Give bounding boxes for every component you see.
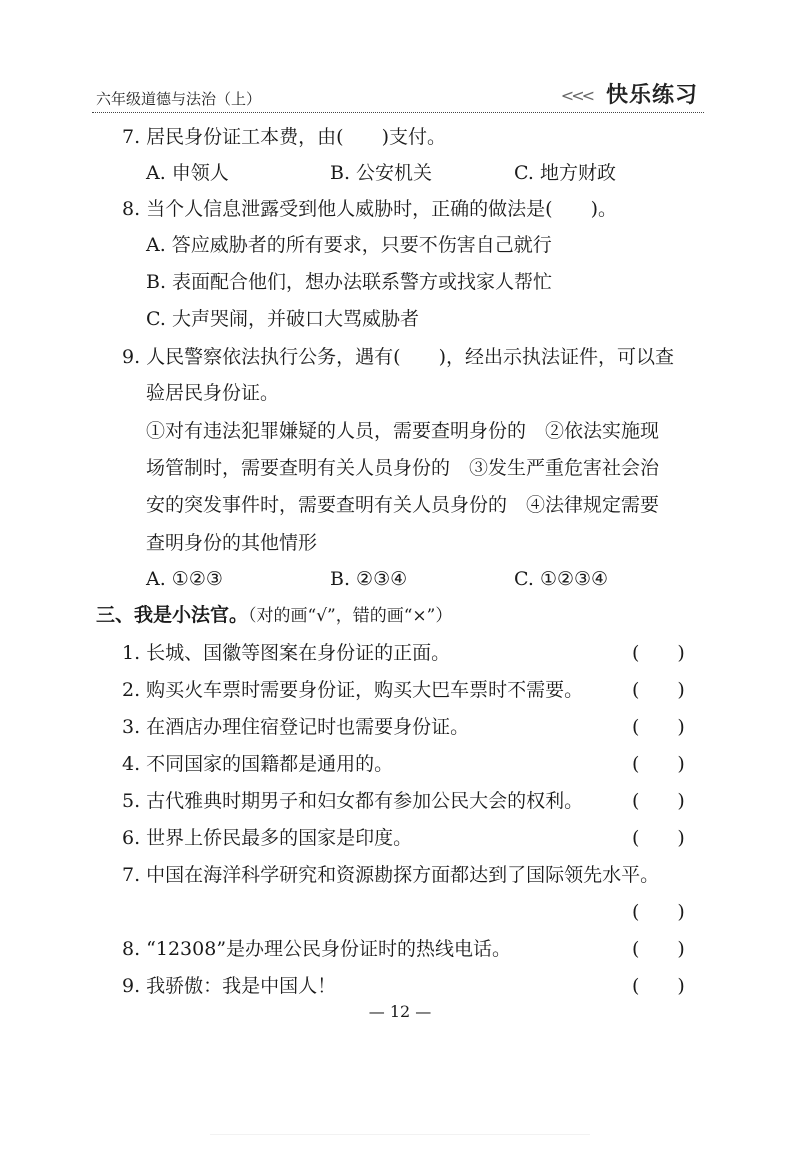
tf-item-4: 4. 不同国家的国籍都是通用的。 [122, 753, 394, 775]
q8-option-c: C. 大声哭闹，并破口大骂威胁者 [146, 308, 419, 330]
bottom-rule [210, 1134, 590, 1147]
tf-item-2: 2. 购买火车票时需要身份证，购买大巴车票时不需要。 [122, 679, 584, 701]
tf-item-6: 6. 世界上侨民最多的国家是印度。 [122, 827, 413, 849]
q8-option-b: B. 表面配合他们，想办法联系警方或找家人帮忙 [146, 271, 553, 293]
section3-instruction: （对的画“√”，错的画“×”） [248, 606, 453, 626]
tf-item-9: 9. 我骄傲：我是中国人！ [122, 975, 337, 997]
tf-answer-blank-1[interactable]: ( ) [632, 642, 685, 664]
q7-option-c: C. 地方财政 [514, 162, 616, 184]
tf-item-7: 7. 中国在海洋科学研究和资源勘探方面都达到了国际领先水平。 [122, 864, 660, 886]
tf-answer-blank-7[interactable]: ( ) [632, 901, 685, 923]
tf-answer-blank-5[interactable]: ( ) [632, 790, 685, 812]
tf-item-3: 3. 在酒店办理住宿登记时也需要身份证。 [122, 716, 470, 738]
q7-option-a: A. 申领人 [146, 162, 229, 184]
q9-item-line-3: 安的突发事件时，需要查明有关人员身份的 ④法律规定需要 [146, 494, 660, 516]
q9-item-line-4: 查明身份的其他情形 [146, 532, 318, 554]
section-label: 快乐练习 [605, 83, 698, 108]
tf-item-8: 8. “12308”是办理公民身份证时的热线电话。 [122, 938, 512, 960]
header-divider [92, 112, 704, 113]
tf-answer-blank-6[interactable]: ( ) [632, 827, 685, 849]
tf-answer-blank-2[interactable]: ( ) [632, 679, 685, 701]
tf-answer-blank-3[interactable]: ( ) [632, 716, 685, 738]
section3-title: 三、我是小法官。 [96, 604, 249, 626]
tf-answer-blank-4[interactable]: ( ) [632, 753, 685, 775]
q9-option-b: B. ②③④ [330, 568, 408, 590]
q9-item-line-1: ①对有违法犯罪嫌疑的人员，需要查明身份的 ②依法实施现 [146, 420, 660, 442]
grade-title: 六年级道德与法治（上） [96, 90, 262, 108]
tf-item-5: 5. 古代雅典时期男子和妇女都有参加公民大会的权利。 [122, 790, 584, 812]
q7-stem: 7. 居民身份证工本费，由( )支付。 [122, 126, 446, 148]
q8-option-a: A. 答应威胁者的所有要求，只要不伤害自己就行 [146, 234, 552, 256]
q7-option-b: B. 公安机关 [330, 162, 433, 184]
q9-stem-line-2: 验居民身份证。 [146, 382, 280, 404]
arrows-icon: <<< [560, 86, 592, 105]
q9-stem-line-1: 9. 人民警察依法执行公务，遇有( )，经出示执法证件，可以查 [122, 346, 674, 368]
q9-option-c: C. ①②③④ [514, 568, 609, 590]
page-header [92, 78, 704, 118]
tf-answer-blank-8[interactable]: ( ) [632, 938, 685, 960]
section3-heading [96, 602, 452, 629]
q8-stem: 8. 当个人信息泄露受到他人威胁时，正确的做法是( )。 [122, 198, 617, 220]
q9-option-a: A. ①②③ [146, 568, 223, 590]
page-number: — 12 — [368, 1002, 432, 1021]
tf-item-1: 1. 长城、国徽等图案在身份证的正面。 [122, 642, 451, 664]
q9-item-line-2: 场管制时，需要查明有关人员身份的 ③发生严重危害社会治 [146, 457, 660, 479]
tf-answer-blank-9[interactable]: ( ) [632, 975, 685, 997]
